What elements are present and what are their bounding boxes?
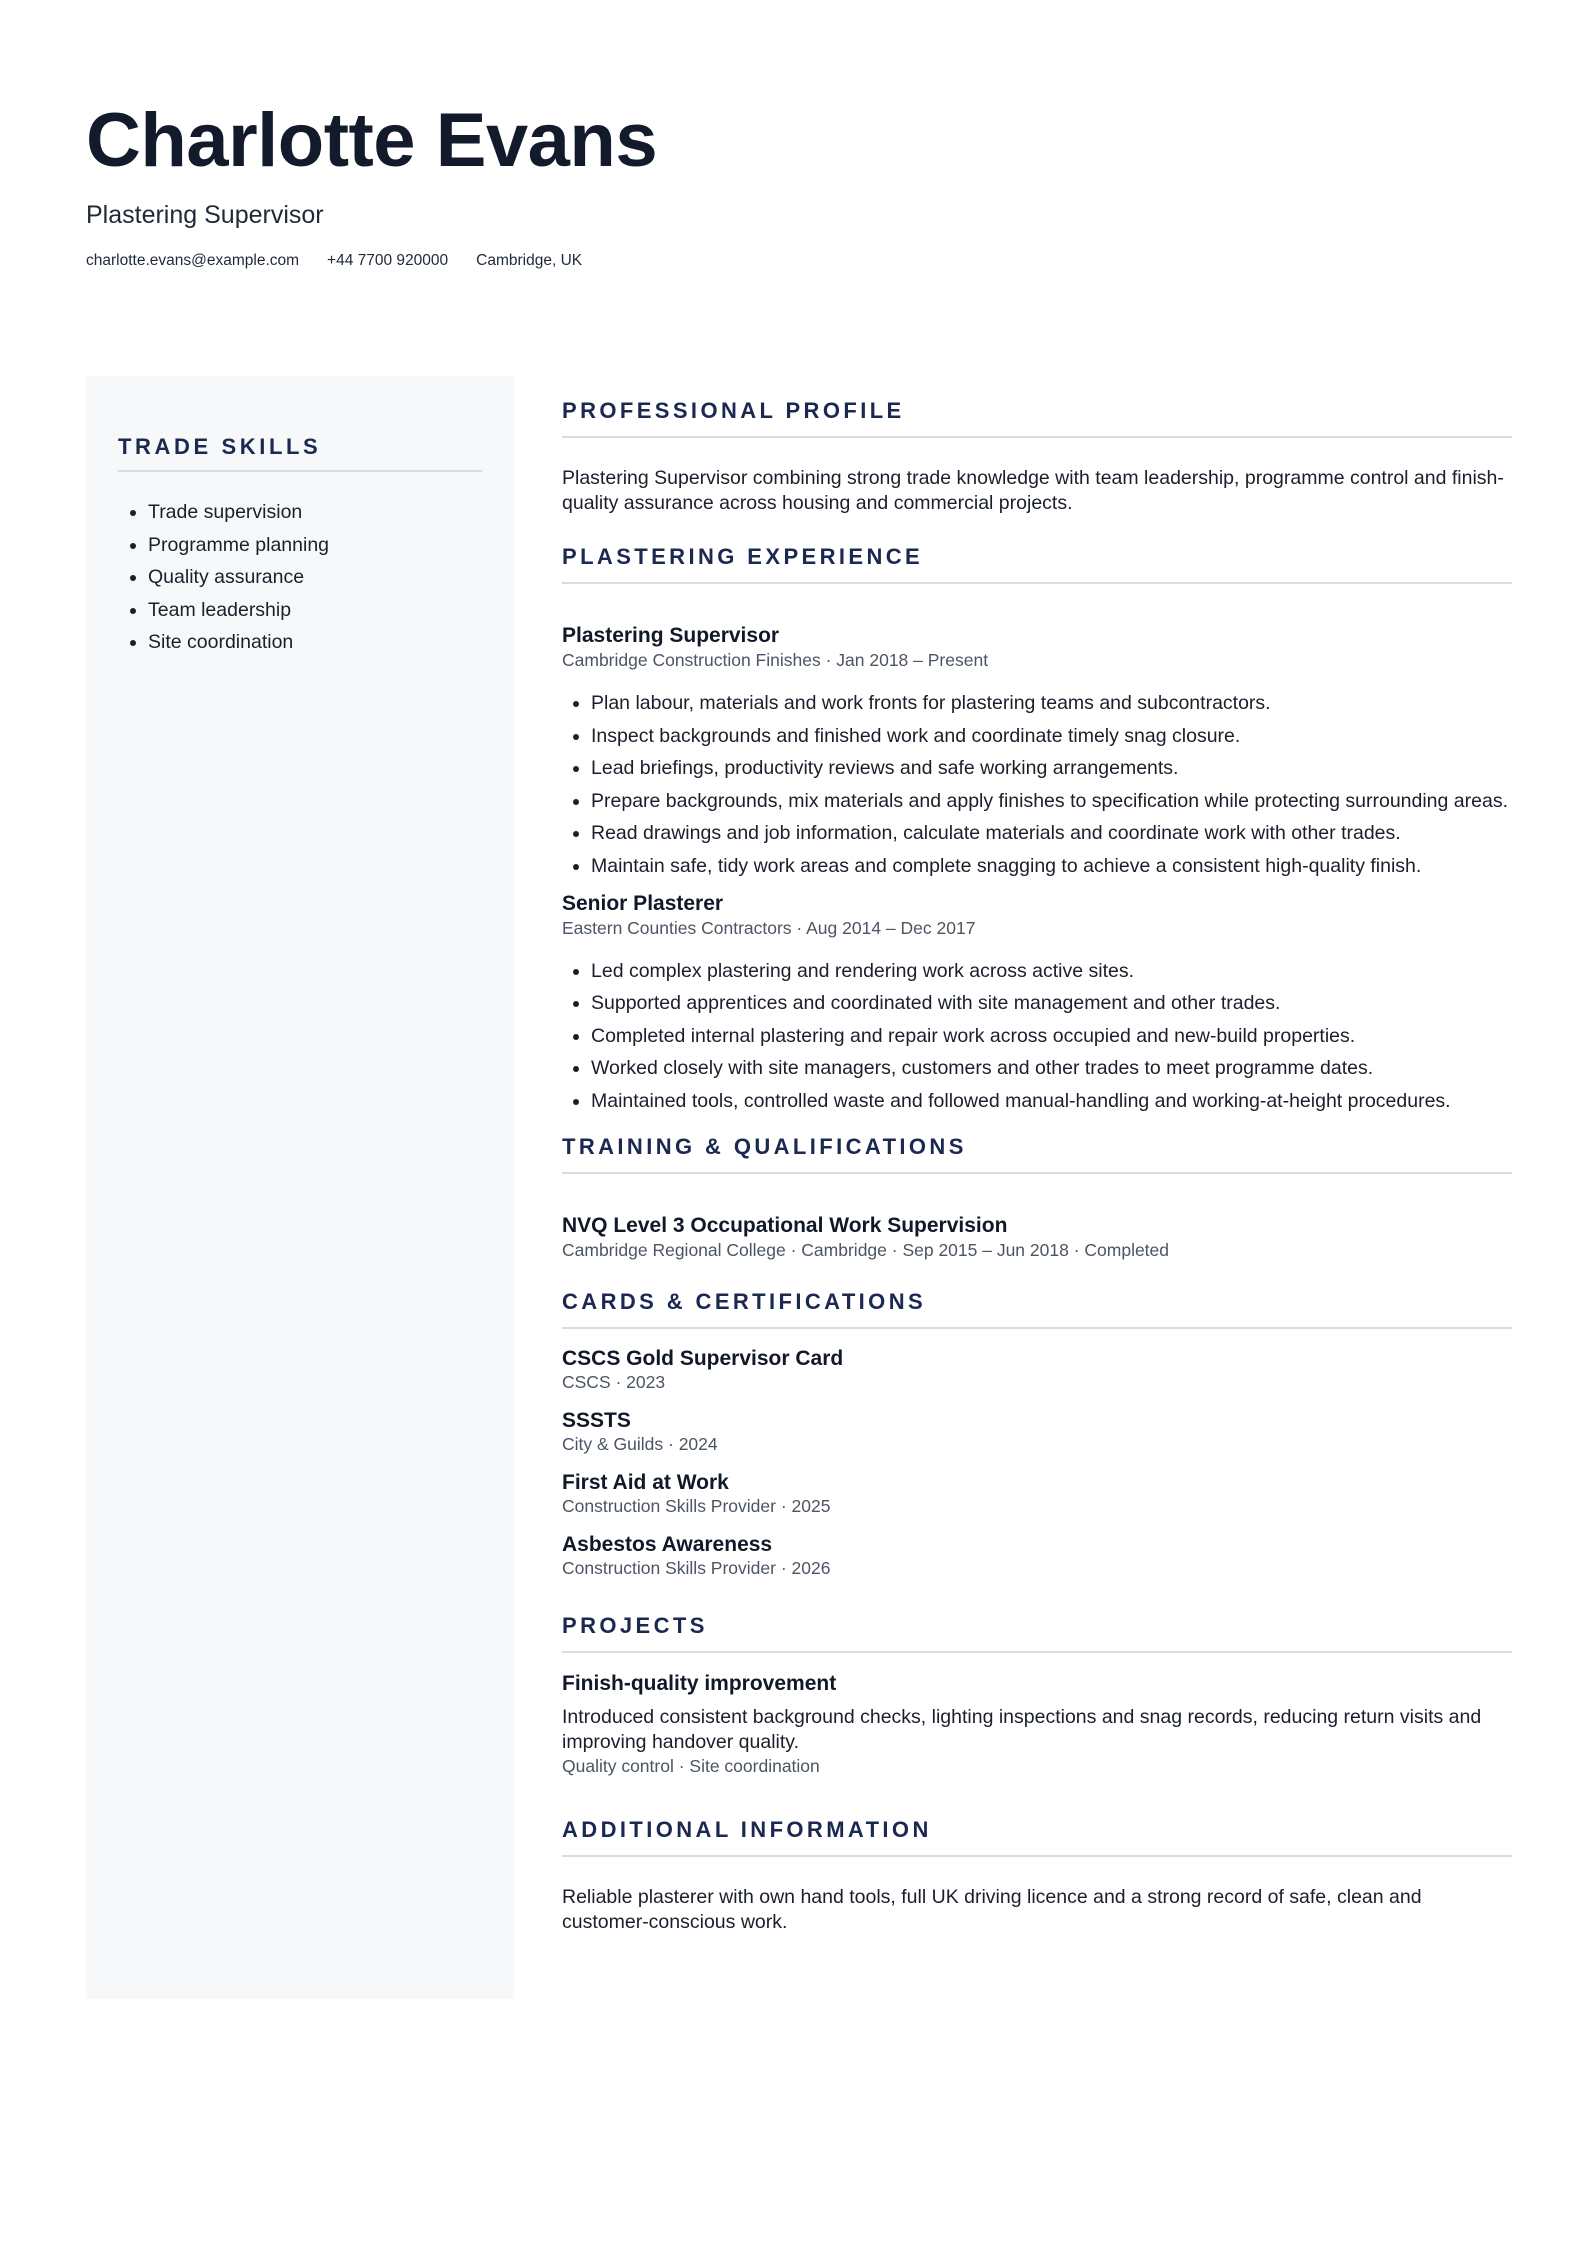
job-bullet: • Supported apprentices and coordinated with site management and other trades. (591, 991, 1512, 1016)
job-entry (562, 891, 1512, 1114)
additional-section (562, 1817, 1512, 1935)
skill-item: • Site coordination (148, 626, 482, 659)
job-bullet: • Worked closely with site managers, customers and other trades to meet programme dates. (591, 1056, 1512, 1081)
job-bullet: • Read drawings and job information, calculate materials and coordinate work with other trades. (591, 821, 1512, 846)
job-bullet: • Maintained tools, controlled waste and followed manual-handling and working-at-height procedures. (591, 1089, 1512, 1114)
skill-item: • Programme planning (148, 529, 482, 562)
contact-email[interactable]: charlotte.evans@example.com (86, 252, 300, 269)
card-meta: Construction Skills Provider · 2026 (562, 1557, 831, 1578)
skill-item: • Trade supervision (148, 496, 482, 529)
job-bullets (562, 959, 1512, 1114)
contact-line (86, 252, 1506, 270)
card-title: First Aid at Work (562, 1470, 729, 1494)
job-bullet: • Inspect backgrounds and finished work and coordinate timely snag closure. (591, 724, 1512, 749)
profile-heading: PROFESSIONAL PROFILE (562, 398, 1512, 438)
job-title: Senior Plasterer (562, 891, 724, 915)
project-description: Introduced consistent background checks, lighting inspections and snag records, reducing return visits and improving handover quality. (562, 1705, 1482, 1753)
job-bullet: • Prepare backgrounds, mix materials and apply finishes to specification while protecting surrounding areas. (591, 789, 1512, 814)
resume-header (86, 96, 1506, 270)
project-tags: Quality control · Site coordination (562, 1755, 820, 1776)
projects-heading: PROJECTS (562, 1613, 1512, 1653)
training-heading: TRAINING & QUALIFICATIONS (562, 1134, 1512, 1174)
skill-item: • Quality assurance (148, 561, 482, 594)
job-entry (562, 623, 1512, 879)
additional-text: Reliable plasterer with own hand tools, full UK driving licence and a strong record of safe, clean and customer-conscious work. (562, 1885, 1422, 1933)
training-section (562, 1134, 1512, 1261)
project-title: Finish-quality improvement (562, 1671, 837, 1695)
job-bullet: • Completed internal plastering and repair work across occupied and new-build properties. (591, 1024, 1512, 1049)
job-meta: Eastern Counties Contractors · Aug 2014 – Dec 2017 (562, 917, 976, 938)
job-bullets (562, 691, 1512, 879)
job-bullet: • Plan labour, materials and work fronts for plastering teams and subcontractors. (591, 691, 1512, 716)
job-title: Plastering Supervisor (562, 624, 780, 647)
job-bullet: • Lead briefings, productivity reviews and safe working arrangements. (591, 756, 1512, 781)
project-entry (562, 1671, 1512, 1777)
card-entry (562, 1533, 1512, 1579)
card-entry (562, 1347, 1512, 1393)
experience-heading: PLASTERING EXPERIENCE (562, 544, 1512, 584)
experience-section (562, 544, 1512, 1114)
candidate-name: Charlotte Evans (86, 98, 658, 183)
cards-section (562, 1289, 1512, 1579)
card-meta: CSCS · 2023 (562, 1371, 666, 1392)
card-meta: Construction Skills Provider · 2025 (562, 1495, 831, 1516)
profile-section (562, 398, 1512, 516)
candidate-role: Plastering Supervisor (86, 201, 324, 229)
card-title: SSSTS (562, 1408, 631, 1432)
card-title: Asbestos Awareness (562, 1532, 773, 1556)
skill-item: • Team leadership (148, 594, 482, 627)
qualification-title: NVQ Level 3 Occupational Work Supervision (562, 1213, 1008, 1237)
job-meta: Cambridge Construction Finishes · Jan 2018 – Present (562, 650, 989, 670)
contact-location: Cambridge, UK (476, 252, 583, 269)
card-title: CSCS Gold Supervisor Card (562, 1346, 844, 1370)
cards-list (562, 1347, 1512, 1579)
sidebar (86, 376, 514, 1999)
additional-heading: ADDITIONAL INFORMATION (562, 1817, 1512, 1857)
profile-text: Plastering Supervisor combining strong trade knowledge with team leadership, programme control and finish-quality assurance across housing and commercial projects. (562, 467, 1504, 514)
main-content (562, 398, 1512, 1935)
cards-heading: CARDS & CERTIFICATIONS (562, 1289, 1512, 1329)
job-bullet: • Led complex plastering and rendering work across active sites. (591, 959, 1512, 984)
contact-phone[interactable]: +44 7700 920000 (327, 252, 449, 269)
skills-list (118, 496, 482, 659)
qualification-entry (562, 1213, 1512, 1261)
card-entry (562, 1471, 1512, 1517)
projects-section (562, 1613, 1512, 1777)
card-meta: City & Guilds · 2024 (562, 1433, 718, 1454)
card-entry (562, 1409, 1512, 1455)
qualification-meta: Cambridge Regional College · Cambridge · Sep 2015 – Jun 2018 · Completed (562, 1239, 1170, 1260)
job-bullet: • Maintain safe, tidy work areas and complete snagging to achieve a consistent high-quality finish. (591, 854, 1512, 879)
skills-heading: TRADE SKILLS (118, 434, 482, 472)
